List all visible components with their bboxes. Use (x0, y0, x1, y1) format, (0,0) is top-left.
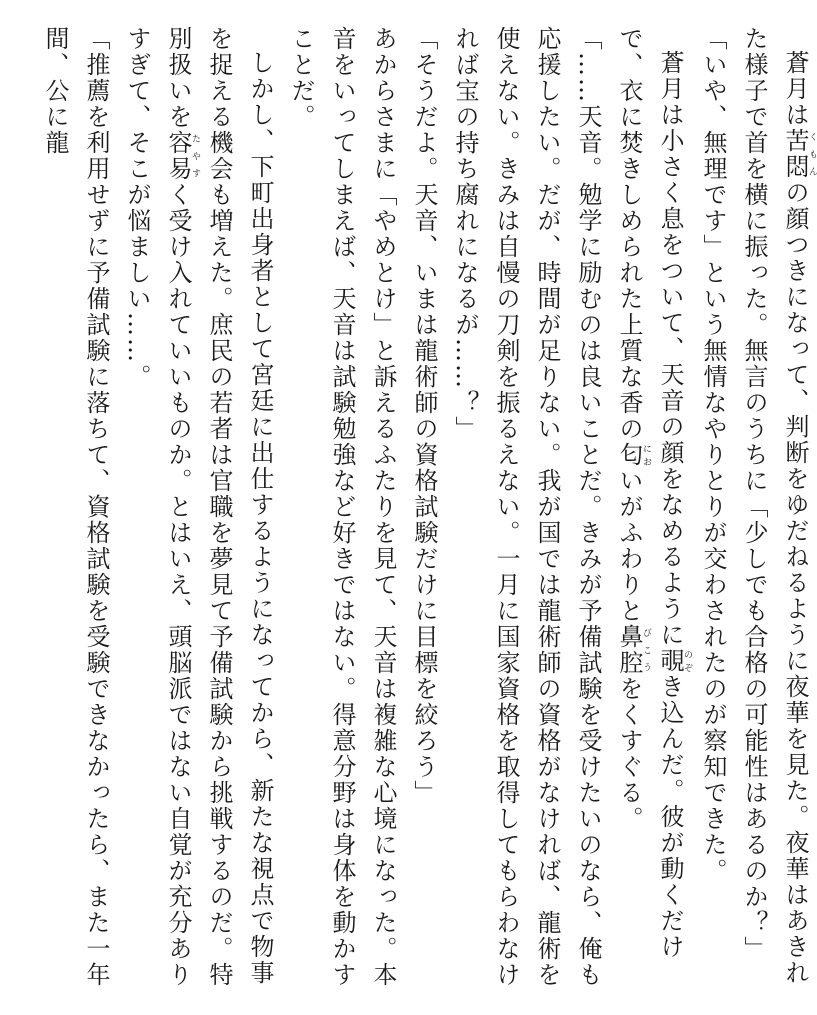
paragraph-6 (116, 26, 280, 995)
text-run: の顔つきになって、判断をゆだねるように夜華を見た。夜華はあきれた様子で首を横に振った。無言のうちに「少しでも合格の可能性はあるのか？」「いや、無理です」という無情なやりとりが交わされたのが察知できた。 (699, 26, 809, 986)
ruby-annotation (781, 128, 817, 180)
ruby-base: 覗 (656, 648, 684, 674)
text-run: 蒼月は小さく息をついて、天音の顔をなめるように (656, 50, 684, 648)
text-run: いがふわりと (615, 468, 643, 624)
text-run: しかし、下町出身者として宮廷に出仕するようになってから、新たな視点で物事を捉える機会も増えた。庶民の若者は官職を夢見て予備試験から挑戦するのだ。特別扱いを (164, 26, 274, 988)
text-run: 「そうだよ。天音、いまは龍術師の資格試験だけに目標を絞ろう」 (410, 26, 438, 806)
ruby-annotation (615, 442, 651, 468)
text-run: をくすぐる。 (615, 676, 643, 832)
ruby-annotation (615, 624, 651, 676)
text-run: 蒼月は (781, 50, 809, 128)
paragraph-7 (34, 26, 116, 995)
vertical-text-body (34, 26, 817, 995)
ruby-reading: にお (641, 442, 651, 468)
ruby-base: 苦悶 (781, 128, 809, 180)
text-run: 「……天音。勉学に励むのは良いことだ。きみが予備試験を受けたいのなら、俺も応援したい。だが、時間が足りない。我が国では龍術師の資格がなければ、龍術を使えない。きみは自慢の刀剣を振るえない。一月に国家資格を取得してもらわなければ宝の持ち腐れになるが……？」 (451, 26, 602, 988)
ruby-reading: のぞ (682, 648, 692, 674)
text-run: あからさまに「やめとけ」と訴えるふたりを見て、天音は複雑な心境になった。本音をいってしまえば、天音は試験勉強など好きではない。得意分野は身体を動かすことだ。 (287, 26, 397, 988)
ruby-base: 容易 (164, 130, 192, 182)
text-run: き込んだ。彼が動くだけで、衣に焚きしめられた上質な香の (615, 26, 684, 960)
paragraph-3 (444, 26, 608, 995)
ruby-annotation (656, 648, 692, 674)
paragraph-1 (692, 26, 817, 995)
ruby-reading: びこう (641, 624, 651, 676)
ruby-base: 鼻腔 (615, 624, 643, 676)
ruby-base: 匂 (615, 442, 643, 468)
ruby-reading: たやす (190, 130, 200, 182)
paragraph-5 (280, 26, 403, 995)
text-run: 「推薦を利用せずに予備試験に落ちて、資格試験を受験できなかったら、また一年間、公に龍 (41, 26, 110, 988)
ruby-reading: くもん (807, 128, 817, 180)
paragraph-4 (403, 26, 444, 995)
paragraph-2 (608, 26, 692, 995)
ruby-annotation (164, 130, 200, 182)
text-run: く受け入れていいものか。とはいえ、頭脳派ではない自覚が充分ありすぎて、そこが悩ましい……。 (123, 26, 192, 988)
